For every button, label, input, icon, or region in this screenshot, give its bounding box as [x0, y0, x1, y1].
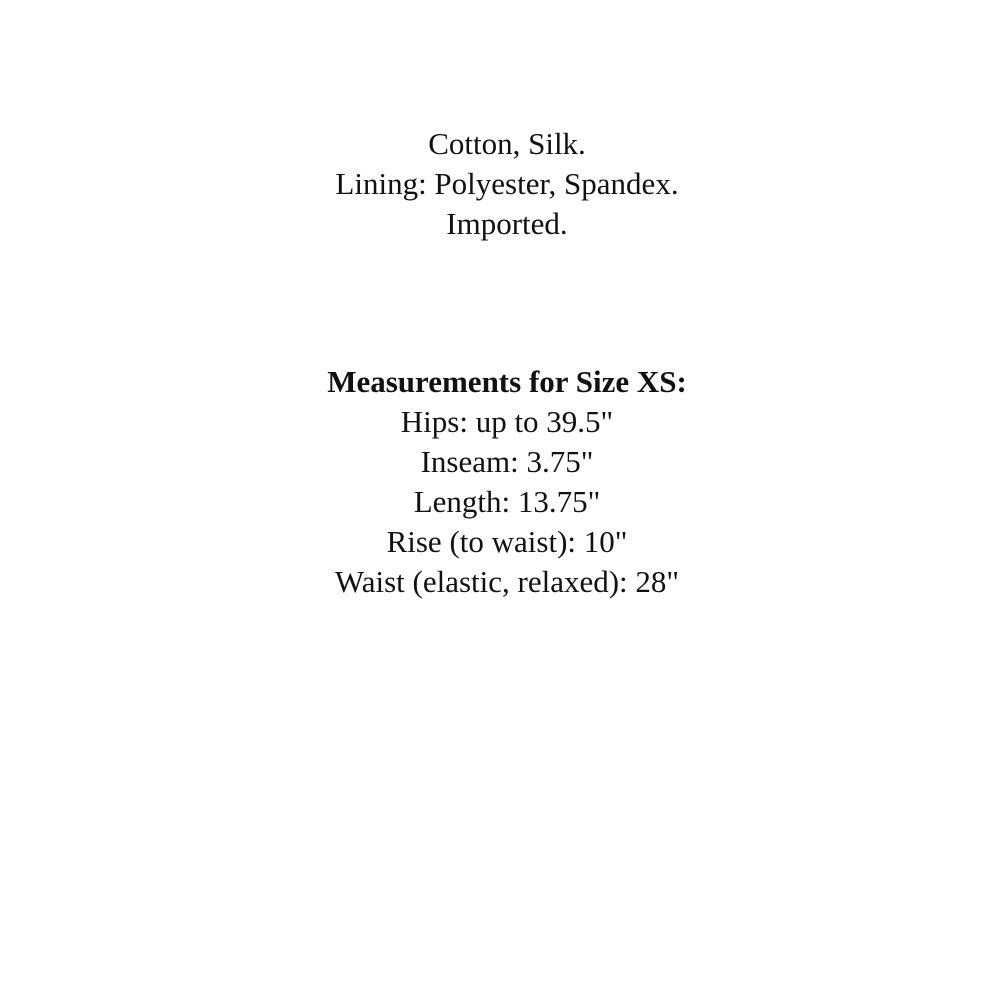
materials-section	[7, 124, 1000, 244]
measurement-waist: Waist (elastic, relaxed): 28"	[334, 564, 680, 599]
material-lining-line: Lining: Polyester, Spandex.	[335, 166, 679, 201]
measurement-hips: Hips: up to 39.5"	[400, 404, 614, 439]
measurement-length: Length: 13.75"	[413, 484, 601, 519]
material-fabric-line: Cotton, Silk.	[428, 126, 586, 161]
material-origin-line: Imported.	[446, 206, 568, 241]
measurements-section	[7, 362, 1000, 602]
measurement-rise: Rise (to waist): 10"	[386, 524, 628, 559]
measurement-inseam: Inseam: 3.75"	[420, 444, 594, 479]
measurements-heading: Measurements for Size XS:	[327, 364, 687, 399]
